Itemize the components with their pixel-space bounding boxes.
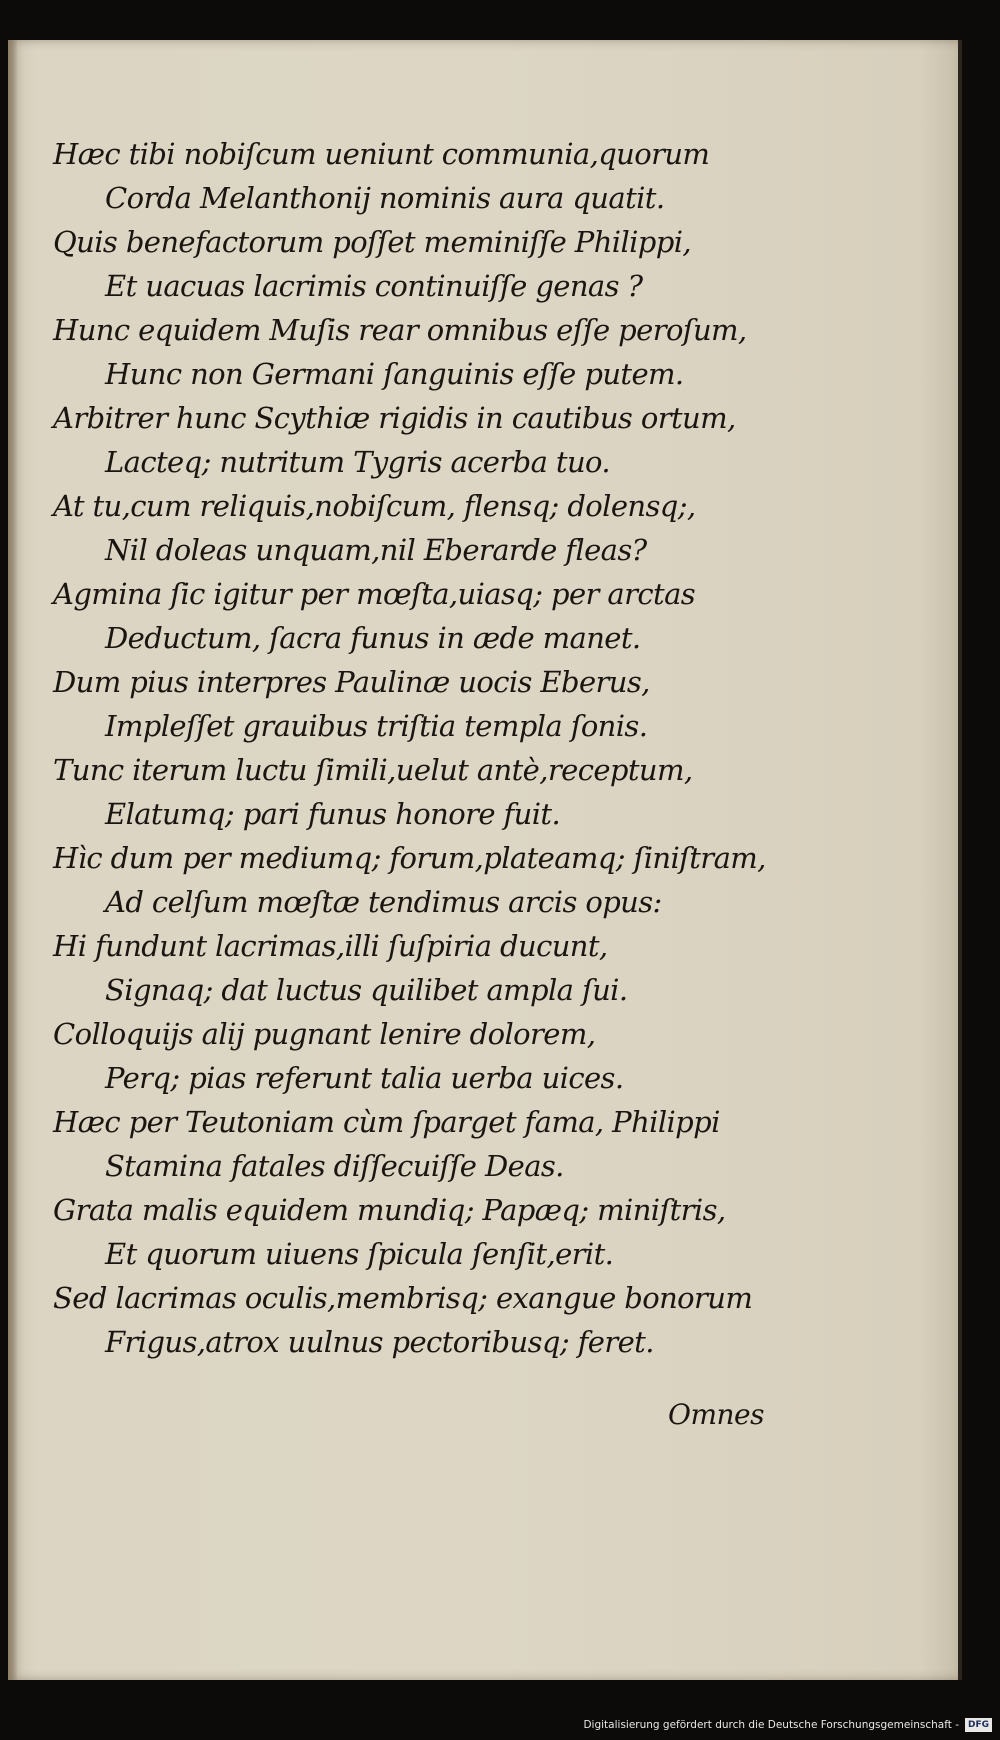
verse-line: Hunc equidem Muſis rear omnibus eſſe peroſum, — [53, 313, 747, 347]
verse-line: Perq; pias referunt talia uerba uices. — [105, 1061, 624, 1095]
verse-line: Tunc iterum luctu ſimili,uelut antè,receptum, — [53, 753, 693, 787]
verse-line: Signaq; dat luctus quilibet ampla ſui. — [105, 973, 628, 1007]
verse-line: Et uacuas lacrimis continuiſſe genas ? — [105, 269, 643, 303]
verse-line: Impleſſet grauibus triſtia templa ſonis. — [105, 709, 648, 743]
verse-line: Colloquijs alij pugnant lenire dolorem, — [53, 1017, 596, 1051]
credit-text: Digitalisierung gefördert durch die Deutsche Forschungsgemeinschaft - — [583, 1719, 959, 1731]
digitization-credit — [583, 1716, 992, 1734]
verse-line: Dum pius interpres Paulinæ uocis Eberus, — [53, 665, 650, 699]
verse-line: Lacteq; nutritum Tygris acerba tuo. — [105, 445, 611, 479]
verse-line: Agmina ſic igitur per mœſta,uiasq; per arctas — [53, 577, 696, 611]
verse-line: Sed lacrimas oculis,membrisq; exangue bonorum — [53, 1281, 753, 1315]
verse-line: Hìc dum per mediumq; forum,plateamq; ſiniſtram, — [53, 841, 766, 875]
verse-line: Stamina fatales diſſecuiſſe Deas. — [105, 1149, 564, 1183]
verse-line: Hunc non Germani ſanguinis eſſe putem. — [105, 357, 684, 391]
poem-text — [53, 132, 933, 1364]
verse-line: Arbitrer hunc Scythiæ rigidis in cautibus ortum, — [53, 401, 736, 435]
verse-line: Deductum, ſacra funus in æde manet. — [105, 621, 641, 655]
verse-line: Hi fundunt lacrimas,illi ſuſpiria ducunt, — [53, 929, 608, 963]
verse-line: At tu,cum reliquis,nobiſcum, flensq; dolensq;, — [53, 489, 696, 523]
verse-line: Corda Melanthonij nominis aura quatit. — [105, 181, 665, 215]
verse-line: Ad celſum mœſtæ tendimus arcis opus: — [105, 885, 662, 919]
verse-line: Hæc per Teutoniam cùm ſparget fama, Philippi — [53, 1105, 720, 1139]
verse-line: Grata malis equidem mundiq; Papæq; miniſtris, — [53, 1193, 726, 1227]
verse-line: Hæc tibi nobiſcum ueniunt communia,quorum — [53, 137, 710, 171]
dfg-logo-icon: DFG — [965, 1718, 992, 1732]
catchword: Omnes — [668, 1398, 764, 1431]
verse-line: Elatumq; pari funus honore fuit. — [105, 797, 561, 831]
verse-line: Frigus,atrox uulnus pectoribusq; feret. — [105, 1325, 654, 1359]
book-page — [8, 40, 962, 1680]
verse-line: Quis benefactorum poſſet meminiſſe Philippi, — [53, 225, 692, 259]
verse-line: Nil doleas unquam,nil Eberarde fleas? — [105, 533, 647, 567]
verse-line: Et quorum uiuens ſpicula ſenſit,erit. — [105, 1237, 614, 1271]
